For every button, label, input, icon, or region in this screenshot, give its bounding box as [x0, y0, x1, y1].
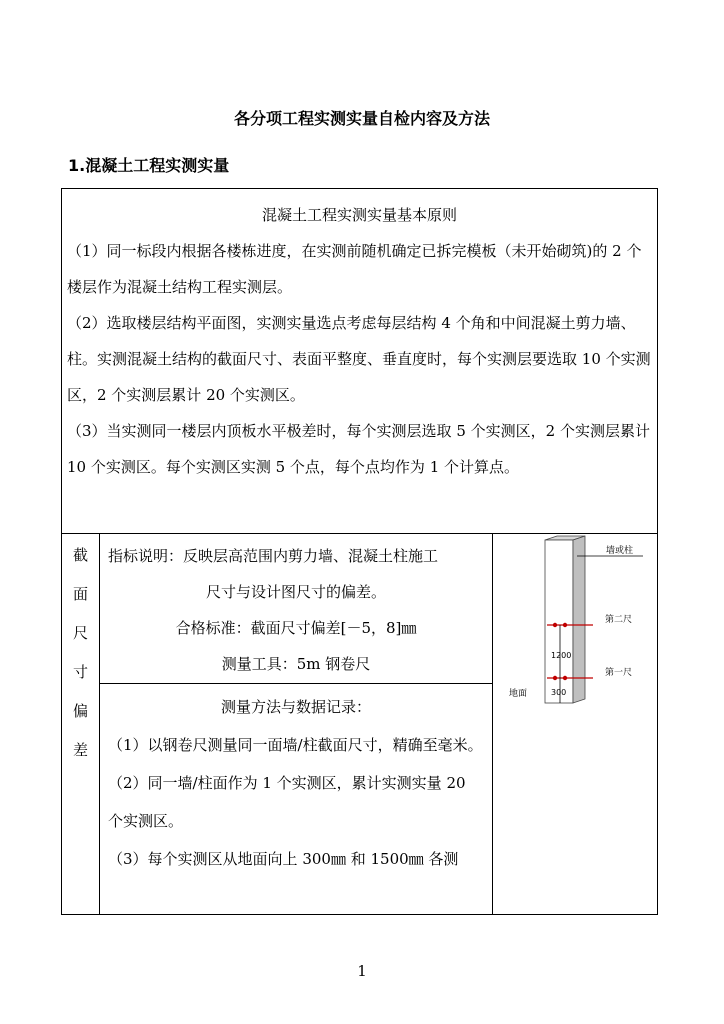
ruler-2-label: 第二尺 [605, 615, 633, 625]
principle-cell [62, 189, 657, 534]
section-heading: 1.混凝土工程实测实量 [68, 156, 230, 175]
page-title: 各分项工程实测实量自检内容及方法 [233, 109, 490, 128]
ground-label: 地面 [509, 689, 528, 699]
method-item-3: （3）每个实测区从地面向上 300㎜ 和 1500㎜ 各测 [108, 850, 459, 868]
column-measure-diagram [493, 534, 657, 914]
category-char: 截 [72, 546, 88, 564]
diagram-cell [493, 534, 657, 914]
method-title: 测量方法与数据记录： [220, 698, 371, 716]
page-number: 1 [357, 962, 367, 980]
category-char: 尺 [72, 624, 88, 642]
principle-para-1: （1）同一标段内根据各楼栋进度，在实测前随机确定已拆完模板（未开始砌筑)的 2 个楼层作为混凝土结构工程实测层。 [67, 242, 642, 296]
spec-line-3: 合格标准：截面尺寸偏差[－5，8]㎜ [175, 619, 417, 637]
principle-para-3: （3）当实测同一楼层内顶板水平极差时，每个实测层选取 5 个实测区，2 个实测层累计 10 个实测区。每个实测区实测 5 个点，每个点均作为 1 个计算点。 [67, 422, 650, 476]
spec-line-2: 尺寸与设计图尺寸的偏差。 [205, 583, 386, 601]
method-item-2: （2）同一墙/柱面作为 1 个实测区，累计实测实量 20 个实测区。 [108, 774, 466, 830]
wall-label: 墙或柱 [606, 546, 634, 556]
method-cell [100, 684, 493, 914]
dim-1200: 1200 [551, 651, 572, 660]
spec-line-4: 测量工具：5m 钢卷尺 [221, 655, 371, 673]
category-char: 差 [72, 741, 88, 759]
principle-title: 混凝土工程实测实量基本原则 [261, 206, 457, 224]
principle-para-2: （2）选取楼层结构平面图，实测实量选点考虑每层结构 4 个角和中间混凝土剪力墙、柱。实测混凝土结构的截面尺寸、表面平整度、垂直度时，每个实测层要选取 10 个实测区，2 个实测层累计 20 个实测区。 [67, 314, 651, 404]
inspection-table [61, 188, 658, 915]
method-item-1: （1）以钢卷尺测量同一面墙/柱截面尺寸，精确至毫米。 [108, 736, 483, 754]
category-char: 寸 [72, 663, 88, 681]
category-cell [62, 534, 100, 914]
category-char: 偏 [72, 702, 88, 720]
spec-cell [100, 534, 493, 684]
spec-line-1: 指标说明：反映层高范围内剪力墙、混凝土柱施工 [108, 547, 439, 565]
category-char: 面 [72, 585, 88, 603]
ruler-1-label: 第一尺 [605, 668, 633, 678]
dim-300: 300 [551, 688, 567, 697]
